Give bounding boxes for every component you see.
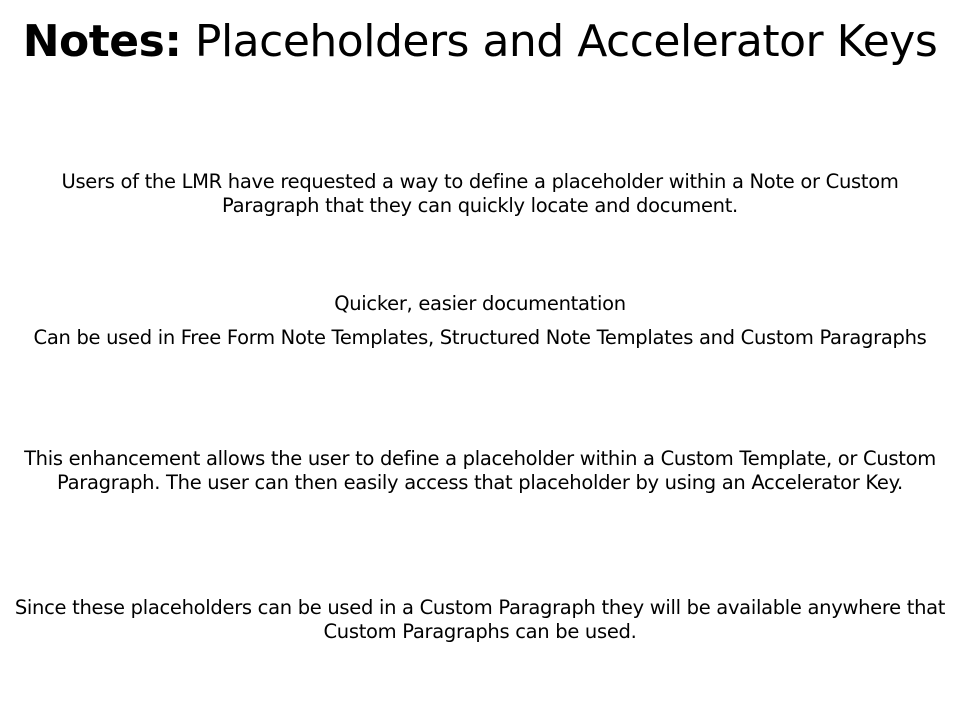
paragraph-enhancement: This enhancement allows the user to define a placeholder within a Custom Template, or Custom Paragraph. The user can then easily access that placeholder by using an Accelerator Key. [24, 447, 936, 494]
paragraph-availability: Since these placeholders can be used in a Custom Paragraph they will be available anywhere that Custom Paragraphs can be used. [14, 596, 946, 643]
paragraph-benefit: Quicker, easier documentation [334, 292, 626, 315]
slide-title [20, 16, 940, 68]
title-bold-prefix: Notes: [22, 16, 182, 67]
title-text: Placeholders and Accelerator Keys [181, 16, 938, 67]
paragraph-usage: Can be used in Free Form Note Templates, Structured Note Templates and Custom Paragraphs [33, 326, 927, 349]
paragraph-request: Users of the LMR have requested a way to define a placeholder within a Note or Custom Paragraph that they can quickly locate and document. [61, 170, 899, 217]
